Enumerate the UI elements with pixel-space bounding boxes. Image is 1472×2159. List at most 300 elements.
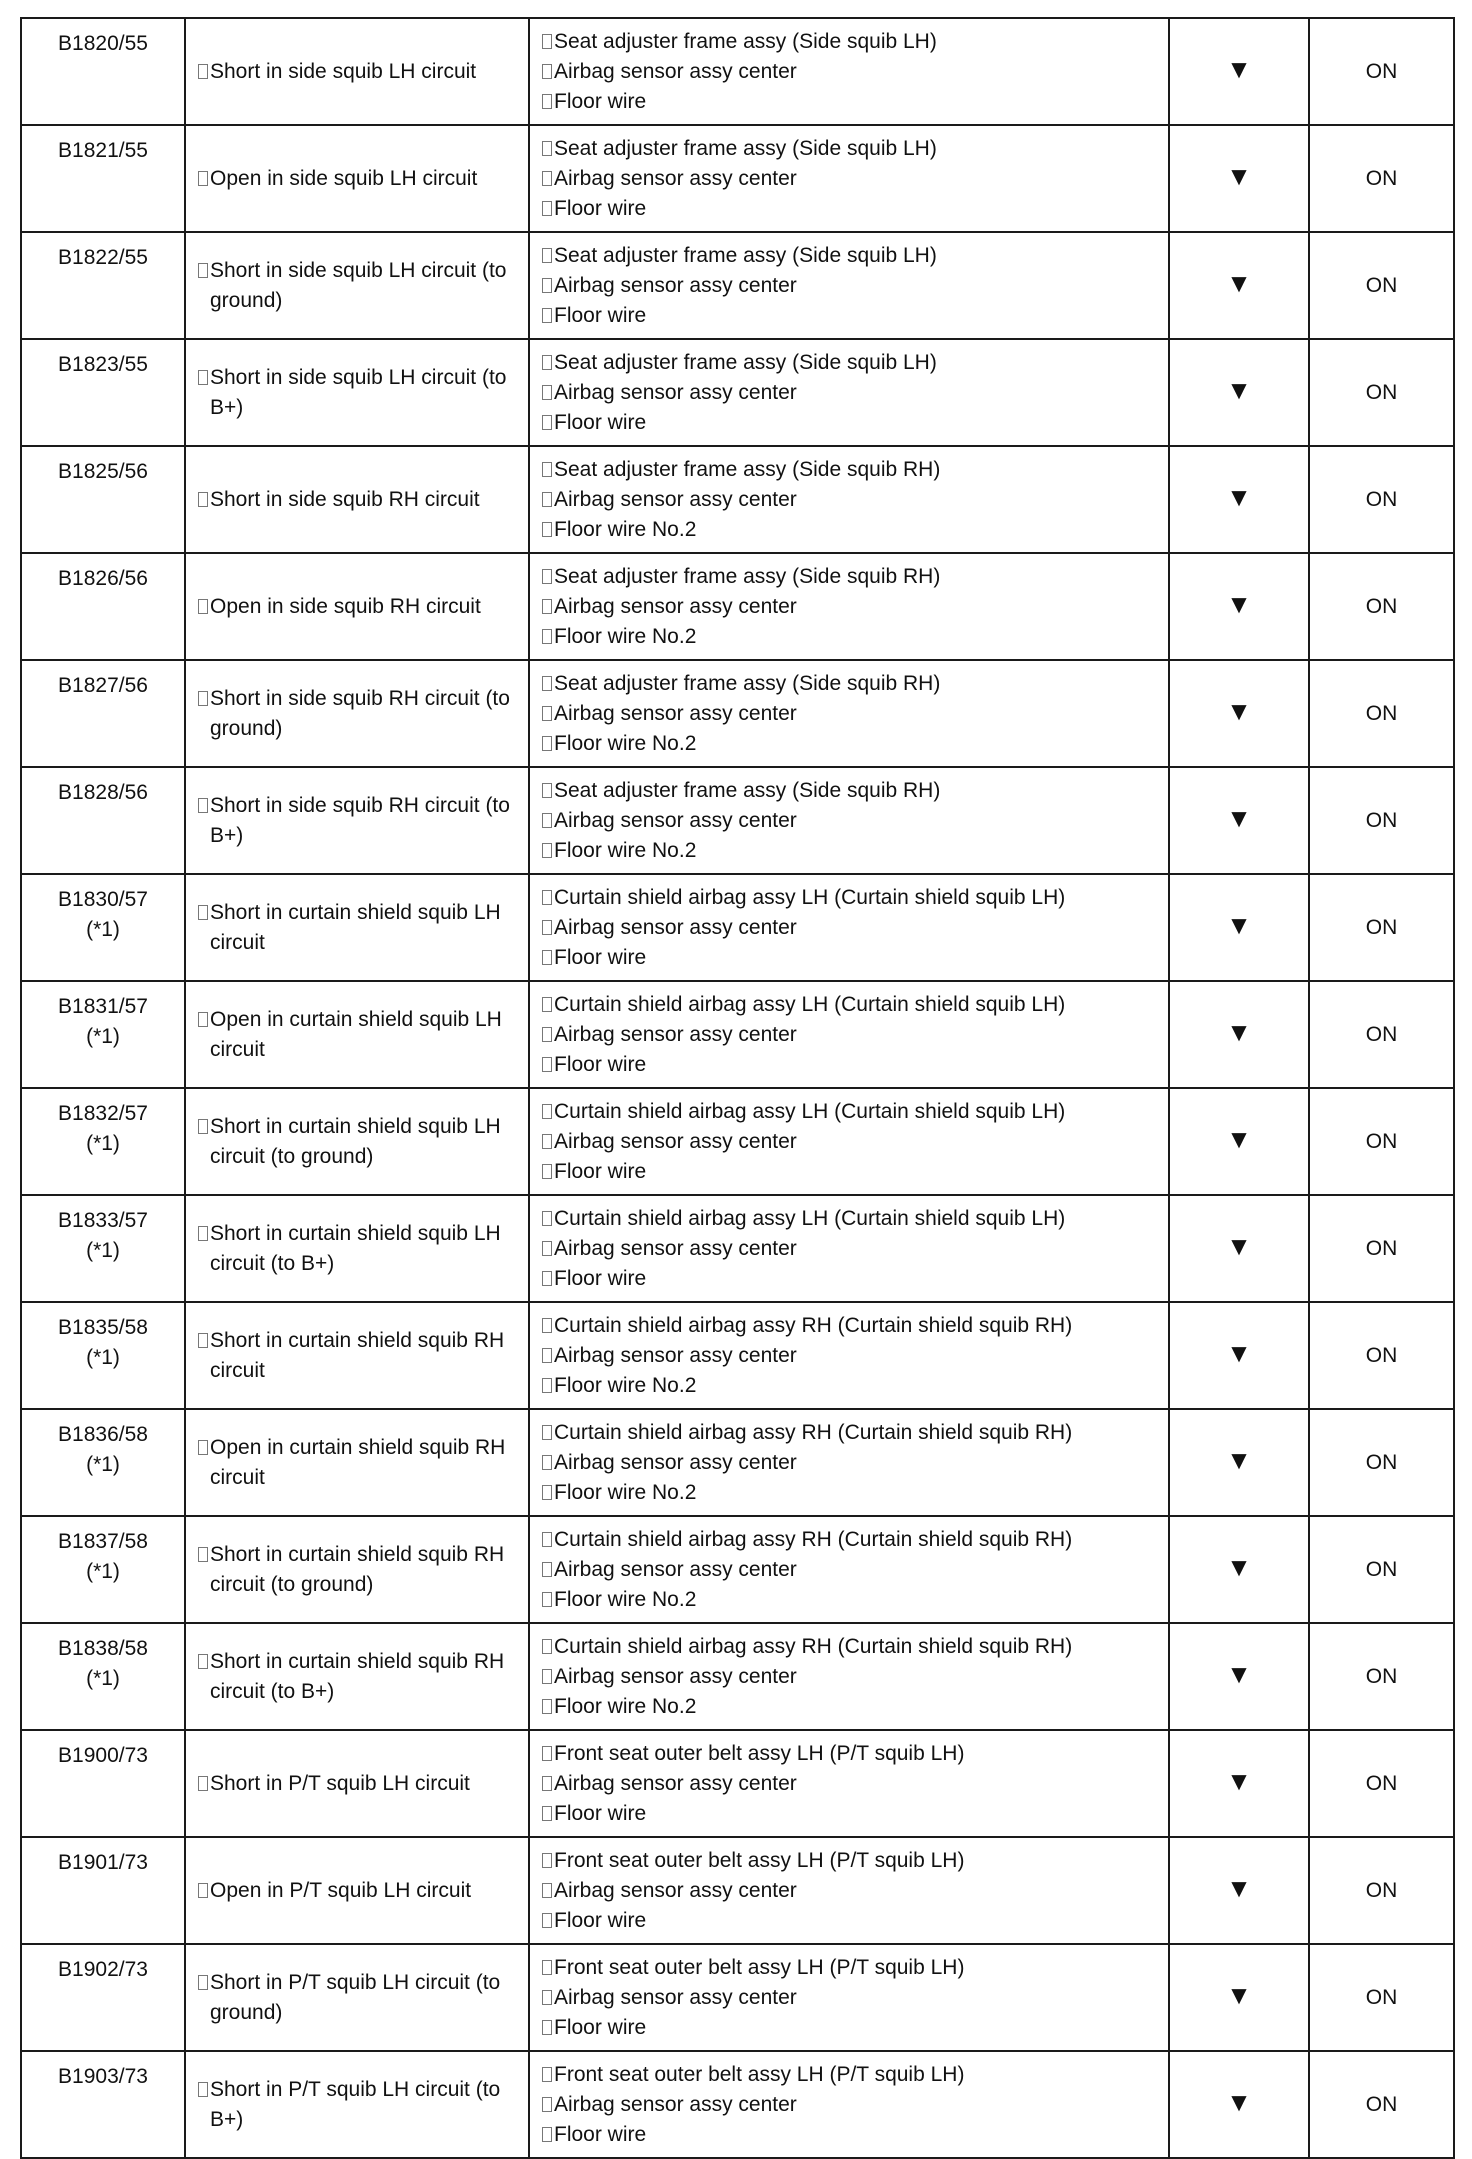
trouble-area-item <box>542 1341 1168 1371</box>
dtc-code-cell <box>21 232 185 339</box>
trouble-area-text: Curtain shield airbag assy RH (Curtain shield squib RH) <box>554 1313 1073 1337</box>
table-row <box>21 1195 1454 1302</box>
dtc-code: B1826/56 <box>58 567 148 590</box>
trouble-area-text: Floor wire <box>554 1266 647 1290</box>
trouble-area-item <box>542 669 1168 699</box>
square-bullet-icon <box>198 171 208 186</box>
trouble-area-item <box>542 1953 1168 1983</box>
memory-cell <box>1169 1088 1309 1195</box>
status-cell <box>1309 2051 1454 2158</box>
status-cell <box>1309 1516 1454 1623</box>
dtc-code-cell <box>21 660 185 767</box>
square-bullet-icon <box>542 1669 552 1684</box>
memory-cell <box>1169 767 1309 874</box>
status-cell <box>1309 660 1454 767</box>
square-bullet-icon <box>198 1776 208 1791</box>
trouble-area-cell <box>529 767 1169 874</box>
trouble-area-item <box>542 1983 1168 2013</box>
table-row <box>21 2051 1454 2158</box>
trouble-area-text: Airbag sensor assy center <box>554 594 797 618</box>
square-bullet-icon <box>542 950 552 965</box>
square-bullet-icon <box>542 1639 552 1654</box>
trouble-area-item <box>542 408 1168 438</box>
detection-item-cell <box>185 232 529 339</box>
square-bullet-icon <box>542 171 552 186</box>
memory-cell <box>1169 1516 1309 1623</box>
triangle-down-icon: ▼ <box>1226 696 1252 726</box>
square-bullet-icon <box>542 843 552 858</box>
dtc-code: B1831/57 <box>58 995 148 1018</box>
trouble-area-text: Seat adjuster frame assy (Side squib RH) <box>554 671 941 695</box>
trouble-area-item <box>542 1204 1168 1234</box>
square-bullet-icon <box>198 64 208 79</box>
status-value: ON <box>1365 1878 1398 1902</box>
dtc-code: B1828/56 <box>58 781 148 804</box>
detection-item <box>198 1219 522 1279</box>
square-bullet-icon <box>542 1455 552 1470</box>
triangle-down-icon: ▼ <box>1226 1445 1252 1475</box>
square-bullet-icon <box>542 492 552 507</box>
memory-cell <box>1169 18 1309 125</box>
trouble-area-item <box>542 27 1168 57</box>
status-value: ON <box>1365 487 1398 511</box>
memory-cell <box>1169 981 1309 1088</box>
table-row <box>21 18 1454 125</box>
table-row <box>21 1302 1454 1409</box>
trouble-area-item <box>542 836 1168 866</box>
trouble-area-item <box>542 1876 1168 1906</box>
trouble-area-item <box>542 1769 1168 1799</box>
memory-cell <box>1169 1302 1309 1409</box>
trouble-area-item <box>542 57 1168 87</box>
detection-item-cell <box>185 1195 529 1302</box>
dtc-code: (*1) <box>86 1239 120 1262</box>
square-bullet-icon <box>198 691 208 706</box>
status-value: ON <box>1365 1129 1398 1153</box>
table-row <box>21 1837 1454 1944</box>
square-bullet-icon <box>542 1532 552 1547</box>
detection-item-cell <box>185 1837 529 1944</box>
trouble-area-item <box>542 1371 1168 1401</box>
detection-item <box>198 1540 522 1600</box>
trouble-area-text: Floor wire <box>554 410 647 434</box>
trouble-area-item <box>542 241 1168 271</box>
dtc-code-cell <box>21 1730 185 1837</box>
dtc-code: B1832/57 <box>58 1102 148 1125</box>
trouble-area-text: Floor wire No.2 <box>554 838 697 862</box>
square-bullet-icon <box>542 569 552 584</box>
dtc-code-cell <box>21 1837 185 1944</box>
square-bullet-icon <box>542 1562 552 1577</box>
trouble-area-item <box>542 1448 1168 1478</box>
trouble-area-item <box>542 562 1168 592</box>
trouble-area-item <box>542 806 1168 836</box>
trouble-area-text: Airbag sensor assy center <box>554 915 797 939</box>
status-cell <box>1309 1088 1454 1195</box>
table-row <box>21 1409 1454 1516</box>
status-value: ON <box>1365 1664 1398 1688</box>
square-bullet-icon <box>542 599 552 614</box>
triangle-down-icon: ▼ <box>1226 268 1252 298</box>
triangle-down-icon: ▼ <box>1226 1873 1252 1903</box>
status-value: ON <box>1365 166 1398 190</box>
trouble-area-cell <box>529 1730 1169 1837</box>
trouble-area-text: Floor wire <box>554 945 647 969</box>
dtc-code-cell <box>21 125 185 232</box>
trouble-area-text: Front seat outer belt assy LH (P/T squib LH) <box>554 1848 965 1872</box>
trouble-area-item <box>542 134 1168 164</box>
memory-cell <box>1169 1409 1309 1516</box>
trouble-area-item <box>542 1906 1168 1936</box>
trouble-area-text: Seat adjuster frame assy (Side squib RH) <box>554 457 941 481</box>
trouble-area-item <box>542 1097 1168 1127</box>
memory-cell <box>1169 1944 1309 2051</box>
trouble-area-item <box>542 485 1168 515</box>
dtc-code: B1823/55 <box>58 353 148 376</box>
detection-item-text: Short in side squib RH circuit (to B+) <box>210 793 510 847</box>
square-bullet-icon <box>198 1333 208 1348</box>
detection-item <box>198 485 522 515</box>
memory-cell <box>1169 874 1309 981</box>
status-value: ON <box>1365 915 1398 939</box>
square-bullet-icon <box>542 1425 552 1440</box>
square-bullet-icon <box>542 355 552 370</box>
square-bullet-icon <box>542 1853 552 1868</box>
trouble-area-item <box>542 776 1168 806</box>
detection-item-text: Short in side squib LH circuit (to B+) <box>210 365 507 419</box>
square-bullet-icon <box>542 415 552 430</box>
dtc-code: (*1) <box>86 1453 120 1476</box>
detection-item-cell <box>185 1516 529 1623</box>
trouble-area-text: Curtain shield airbag assy RH (Curtain shield squib RH) <box>554 1634 1073 1658</box>
trouble-area-text: Airbag sensor assy center <box>554 273 797 297</box>
triangle-down-icon: ▼ <box>1226 54 1252 84</box>
trouble-area-text: Front seat outer belt assy LH (P/T squib LH) <box>554 2062 965 2086</box>
square-bullet-icon <box>542 201 552 216</box>
detection-item-text: Open in P/T squib LH circuit <box>210 1878 472 1902</box>
trouble-area-item <box>542 1311 1168 1341</box>
trouble-area-text: Seat adjuster frame assy (Side squib LH) <box>554 29 937 53</box>
detection-item-cell <box>185 767 529 874</box>
trouble-area-text: Curtain shield airbag assy LH (Curtain shield squib LH) <box>554 1206 1066 1230</box>
trouble-area-text: Airbag sensor assy center <box>554 1236 797 1260</box>
trouble-area-item <box>542 943 1168 973</box>
square-bullet-icon <box>198 2082 208 2097</box>
detection-item-text: Short in side squib LH circuit <box>210 59 477 83</box>
square-bullet-icon <box>542 64 552 79</box>
trouble-area-cell <box>529 2051 1169 2158</box>
trouble-area-cell <box>529 18 1169 125</box>
trouble-area-cell <box>529 446 1169 553</box>
square-bullet-icon <box>542 736 552 751</box>
dtc-code: B1830/57 <box>58 888 148 911</box>
trouble-area-cell <box>529 125 1169 232</box>
square-bullet-icon <box>542 1241 552 1256</box>
trouble-area-text: Floor wire <box>554 303 647 327</box>
square-bullet-icon <box>198 1883 208 1898</box>
square-bullet-icon <box>542 997 552 1012</box>
detection-item-text: Short in curtain shield squib RH circuit (to ground) <box>210 1542 505 1596</box>
triangle-down-icon: ▼ <box>1226 1659 1252 1689</box>
square-bullet-icon <box>542 1746 552 1761</box>
square-bullet-icon <box>542 1485 552 1500</box>
table-row <box>21 1944 1454 2051</box>
square-bullet-icon <box>198 492 208 507</box>
table-row <box>21 874 1454 981</box>
trouble-area-item <box>542 699 1168 729</box>
square-bullet-icon <box>542 1348 552 1363</box>
detection-item-cell <box>185 874 529 981</box>
detection-item-text: Short in curtain shield squib RH circuit <box>210 1328 505 1382</box>
square-bullet-icon <box>542 34 552 49</box>
trouble-area-cell <box>529 232 1169 339</box>
detection-item <box>198 1112 522 1172</box>
memory-cell <box>1169 553 1309 660</box>
trouble-area-item <box>542 1662 1168 1692</box>
trouble-area-text: Front seat outer belt assy LH (P/T squib LH) <box>554 1955 965 1979</box>
table-row <box>21 553 1454 660</box>
square-bullet-icon <box>542 1271 552 1286</box>
trouble-area-item <box>542 883 1168 913</box>
detection-item <box>198 164 522 194</box>
trouble-area-item <box>542 592 1168 622</box>
detection-item-cell <box>185 339 529 446</box>
detection-item-text: Short in P/T squib LH circuit (to B+) <box>210 2077 501 2131</box>
dtc-code: B1900/73 <box>58 1744 148 1767</box>
table-row <box>21 1623 1454 1730</box>
trouble-area-item <box>542 1525 1168 1555</box>
detection-item-text: Short in P/T squib LH circuit (to ground) <box>210 1970 501 2024</box>
square-bullet-icon <box>542 706 552 721</box>
dtc-code: (*1) <box>86 918 120 941</box>
detection-item <box>198 1326 522 1386</box>
square-bullet-icon <box>542 94 552 109</box>
square-bullet-icon <box>542 2020 552 2035</box>
detection-item <box>198 1647 522 1707</box>
trouble-area-cell <box>529 1944 1169 2051</box>
square-bullet-icon <box>542 141 552 156</box>
trouble-area-cell <box>529 1623 1169 1730</box>
square-bullet-icon <box>542 1913 552 1928</box>
square-bullet-icon <box>542 1990 552 2005</box>
table-row <box>21 1730 1454 1837</box>
status-value: ON <box>1365 1022 1398 1046</box>
trouble-area-text: Floor wire No.2 <box>554 1373 697 1397</box>
dtc-code: B1838/58 <box>58 1637 148 1660</box>
detection-item-cell <box>185 125 529 232</box>
trouble-area-text: Floor wire <box>554 196 647 220</box>
detection-item <box>198 2075 522 2135</box>
triangle-down-icon: ▼ <box>1226 1766 1252 1796</box>
memory-cell <box>1169 1730 1309 1837</box>
status-value: ON <box>1365 1557 1398 1581</box>
trouble-area-cell <box>529 874 1169 981</box>
detection-item-text: Open in side squib RH circuit <box>210 594 481 618</box>
trouble-area-text: Floor wire No.2 <box>554 731 697 755</box>
trouble-area-item <box>542 1632 1168 1662</box>
status-cell <box>1309 981 1454 1088</box>
square-bullet-icon <box>542 783 552 798</box>
square-bullet-icon <box>198 1547 208 1562</box>
dtc-code-cell <box>21 1409 185 1516</box>
triangle-down-icon: ▼ <box>1226 803 1252 833</box>
table-row <box>21 660 1454 767</box>
triangle-down-icon: ▼ <box>1226 589 1252 619</box>
trouble-area-item <box>542 913 1168 943</box>
trouble-area-text: Curtain shield airbag assy RH (Curtain shield squib RH) <box>554 1420 1073 1444</box>
detection-item-cell <box>185 981 529 1088</box>
dtc-code-cell <box>21 1088 185 1195</box>
trouble-area-text: Airbag sensor assy center <box>554 1022 797 1046</box>
square-bullet-icon <box>542 1883 552 1898</box>
detection-item <box>198 1769 522 1799</box>
trouble-area-item <box>542 164 1168 194</box>
trouble-area-cell <box>529 1837 1169 1944</box>
dtc-code: B1820/55 <box>58 32 148 55</box>
dtc-code: (*1) <box>86 1346 120 1369</box>
detection-item <box>198 1433 522 1493</box>
detection-item-cell <box>185 2051 529 2158</box>
detection-item <box>198 684 522 744</box>
dtc-code-cell <box>21 1623 185 1730</box>
detection-item-text: Short in P/T squib LH circuit <box>210 1771 470 1795</box>
table-row <box>21 125 1454 232</box>
memory-cell <box>1169 660 1309 767</box>
trouble-area-text: Floor wire <box>554 2015 647 2039</box>
trouble-area-cell <box>529 553 1169 660</box>
status-value: ON <box>1365 2092 1398 2116</box>
trouble-area-item <box>542 729 1168 759</box>
square-bullet-icon <box>542 1164 552 1179</box>
square-bullet-icon <box>542 1776 552 1791</box>
dtc-code-cell <box>21 1302 185 1409</box>
square-bullet-icon <box>198 370 208 385</box>
dtc-code: B1821/55 <box>58 139 148 162</box>
detection-item-text: Short in side squib LH circuit (to ground) <box>210 258 507 312</box>
detection-item <box>198 898 522 958</box>
square-bullet-icon <box>542 1104 552 1119</box>
dtc-table <box>20 17 1455 2159</box>
detection-item-cell <box>185 660 529 767</box>
trouble-area-text: Floor wire No.2 <box>554 1480 697 1504</box>
status-cell <box>1309 446 1454 553</box>
detection-item-text: Short in curtain shield squib LH circuit (to B+) <box>210 1221 501 1275</box>
trouble-area-text: Airbag sensor assy center <box>554 808 797 832</box>
table-row <box>21 1516 1454 1623</box>
dtc-code: B1902/73 <box>58 1958 148 1981</box>
detection-item <box>198 256 522 316</box>
detection-item <box>198 57 522 87</box>
detection-item-cell <box>185 553 529 660</box>
dtc-code: B1822/55 <box>58 246 148 269</box>
detection-item-text: Open in side squib LH circuit <box>210 166 478 190</box>
trouble-area-item <box>542 1418 1168 1448</box>
trouble-area-cell <box>529 1302 1169 1409</box>
trouble-area-item <box>542 1555 1168 1585</box>
dtc-code: B1901/73 <box>58 1851 148 1874</box>
trouble-area-text: Front seat outer belt assy LH (P/T squib LH) <box>554 1741 965 1765</box>
detection-item-cell <box>185 1409 529 1516</box>
trouble-area-item <box>542 1020 1168 1050</box>
detection-item <box>198 592 522 622</box>
trouble-area-text: Airbag sensor assy center <box>554 1343 797 1367</box>
triangle-down-icon: ▼ <box>1226 375 1252 405</box>
square-bullet-icon <box>542 813 552 828</box>
status-cell <box>1309 1944 1454 2051</box>
trouble-area-cell <box>529 339 1169 446</box>
memory-cell <box>1169 446 1309 553</box>
status-value: ON <box>1365 1450 1398 1474</box>
detection-item-cell <box>185 1088 529 1195</box>
status-cell <box>1309 1730 1454 1837</box>
trouble-area-item <box>542 378 1168 408</box>
square-bullet-icon <box>542 890 552 905</box>
square-bullet-icon <box>542 1057 552 1072</box>
trouble-area-text: Floor wire No.2 <box>554 517 697 541</box>
trouble-area-item <box>542 2060 1168 2090</box>
triangle-down-icon: ▼ <box>1226 1231 1252 1261</box>
trouble-area-text: Airbag sensor assy center <box>554 2092 797 2116</box>
trouble-area-text: Airbag sensor assy center <box>554 701 797 725</box>
memory-cell <box>1169 339 1309 446</box>
table-row <box>21 339 1454 446</box>
status-value: ON <box>1365 594 1398 618</box>
status-cell <box>1309 767 1454 874</box>
dtc-code-cell <box>21 874 185 981</box>
square-bullet-icon <box>542 1378 552 1393</box>
detection-item <box>198 1968 522 2028</box>
table-row <box>21 446 1454 553</box>
dtc-code: (*1) <box>86 1025 120 1048</box>
trouble-area-text: Airbag sensor assy center <box>554 1557 797 1581</box>
triangle-down-icon: ▼ <box>1226 1017 1252 1047</box>
trouble-area-text: Airbag sensor assy center <box>554 1450 797 1474</box>
trouble-area-text: Seat adjuster frame assy (Side squib RH) <box>554 778 941 802</box>
trouble-area-item <box>542 1234 1168 1264</box>
square-bullet-icon <box>198 263 208 278</box>
detection-item-text: Short in side squib RH circuit (to ground) <box>210 686 510 740</box>
table-row <box>21 981 1454 1088</box>
square-bullet-icon <box>198 1654 208 1669</box>
trouble-area-text: Seat adjuster frame assy (Side squib LH) <box>554 136 937 160</box>
triangle-down-icon: ▼ <box>1226 1552 1252 1582</box>
trouble-area-item <box>542 301 1168 331</box>
trouble-area-text: Floor wire No.2 <box>554 624 697 648</box>
square-bullet-icon <box>198 1226 208 1241</box>
triangle-down-icon: ▼ <box>1226 1338 1252 1368</box>
trouble-area-text: Airbag sensor assy center <box>554 1878 797 1902</box>
status-value: ON <box>1365 380 1398 404</box>
trouble-area-text: Airbag sensor assy center <box>554 1771 797 1795</box>
square-bullet-icon <box>542 1134 552 1149</box>
dtc-table-body <box>21 18 1454 2158</box>
square-bullet-icon <box>542 2127 552 2142</box>
square-bullet-icon <box>198 1975 208 1990</box>
trouble-area-text: Floor wire <box>554 1159 647 1183</box>
square-bullet-icon <box>542 1211 552 1226</box>
square-bullet-icon <box>198 1119 208 1134</box>
trouble-area-cell <box>529 1088 1169 1195</box>
trouble-area-text: Floor wire No.2 <box>554 1694 697 1718</box>
memory-cell <box>1169 1195 1309 1302</box>
trouble-area-item <box>542 622 1168 652</box>
dtc-code-cell <box>21 2051 185 2158</box>
dtc-code-cell <box>21 18 185 125</box>
status-cell <box>1309 553 1454 660</box>
detection-item <box>198 363 522 423</box>
trouble-area-item <box>542 194 1168 224</box>
triangle-down-icon: ▼ <box>1226 910 1252 940</box>
